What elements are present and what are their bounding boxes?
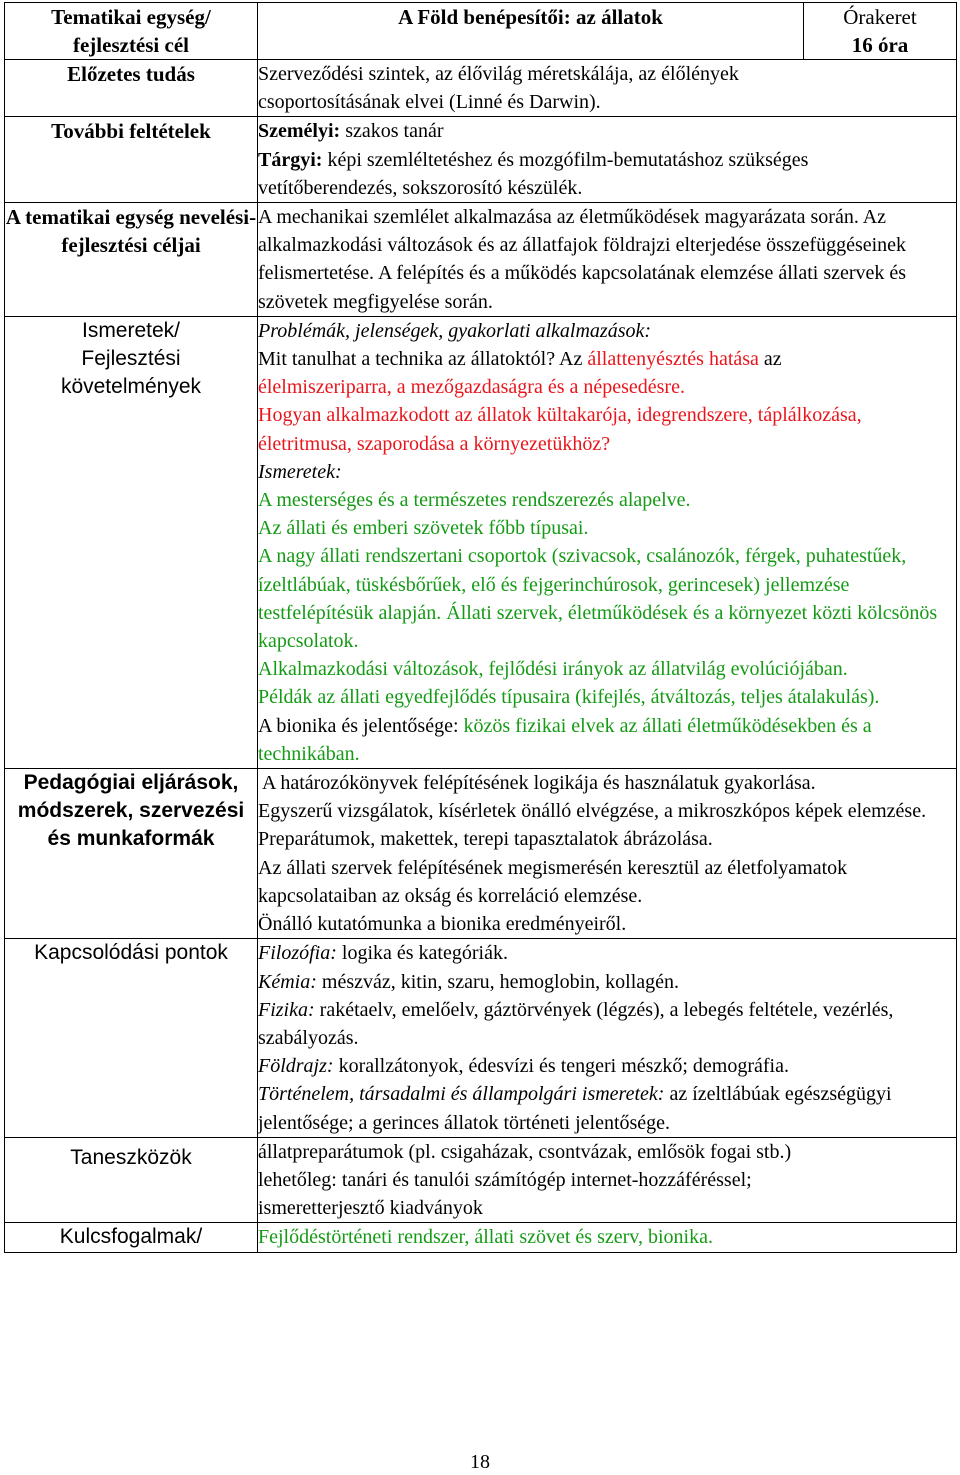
knowledge-item-5: Példák az állati egyedfejlődés típusaira (kifejlés, átváltozás, teljes átalakulás).	[258, 686, 880, 709]
connection-2-text: mészváz, kitin, szaru, hemoglobin, kollagén.	[316, 970, 680, 993]
conditions-row	[5, 117, 957, 203]
knowledge-content	[258, 316, 957, 768]
personal-line	[258, 117, 956, 145]
tool-2: lehetőleg: tanári és tanulói számítógép internet-hozzáféréssel;	[258, 1168, 752, 1191]
curriculum-table	[4, 2, 957, 1253]
knowledge-label-line-2: Fejlesztési	[81, 346, 181, 370]
page-number: 18	[470, 1451, 490, 1473]
knowledge-item-6-highlight: közös fizikai elvek az állati életműködésekben és a technikában.	[258, 714, 872, 765]
keywords-text: Fejlődéstörténeti rendszer, állati szövet és szerv, bionika.	[258, 1226, 713, 1249]
question-1	[258, 345, 956, 373]
material-label: Tárgyi:	[258, 148, 323, 171]
goals-content	[258, 203, 957, 317]
header-row	[5, 3, 957, 60]
question-1-continuation: élelmiszeriparra, a mezőgazdaságra és a népesedésre.	[258, 376, 685, 399]
method-2: Egyszerű vizsgálatok, kísérletek önálló elvégzése, a mikroszkópos képek elemzése.	[258, 800, 927, 823]
connection-5	[258, 1080, 956, 1136]
connection-2	[258, 968, 956, 996]
keywords-row	[5, 1223, 957, 1252]
knowledge-item-6-start: A bionika és jelentősége:	[258, 714, 464, 737]
knowledge-label	[5, 316, 258, 768]
connection-2-subject: Kémia:	[258, 970, 317, 993]
unit-title: A Föld benépesítői: az állatok	[258, 3, 804, 60]
knowledge-item-3: A nagy állati rendszertani csoportok (szivacsok, csalánozók, férgek, puhatestűek, ízeltlábúak, tüskésbőrűek, elő és fejgerinchúrosok, gerincesek) jellemzése testfelépítésük alapján. Állati szervek, életműködések és a környezet közti kölcsönös kapcsolatok.	[258, 545, 938, 653]
keywords-content	[258, 1223, 957, 1252]
prior-knowledge-content	[258, 60, 957, 117]
tools-label: Taneszközök	[5, 1137, 258, 1223]
question-1-tail: az	[758, 348, 782, 371]
tools-row	[5, 1137, 957, 1223]
header-label-line-2: fejlesztési cél	[72, 33, 189, 57]
question-2: Hogyan alkalmazkodott az állatok kültakarója, idegrendszere, táplálkozása, életritmusa, szaporodása a környezetükhöz?	[258, 404, 862, 455]
connection-3	[258, 996, 956, 1052]
knowledge-heading: Ismeretek:	[258, 460, 342, 483]
knowledge-item-6	[258, 712, 956, 768]
prior-knowledge-label: Előzetes tudás	[5, 60, 258, 117]
goals-label: A tematikai egység nevelési-fejlesztési céljai	[5, 203, 258, 317]
keywords-label: Kulcsfogalmak/	[5, 1223, 258, 1252]
connections-row	[5, 939, 957, 1137]
problems-heading: Problémák, jelenségek, gyakorlati alkalmazások:	[258, 319, 652, 342]
tool-3: ismeretterjesztő kiadványok	[258, 1197, 483, 1220]
hours-label: Órakeret	[843, 5, 917, 29]
connections-content	[258, 939, 957, 1137]
conditions-label: További feltételek	[5, 117, 258, 203]
knowledge-row	[5, 316, 957, 768]
method-5: Önálló kutatómunka a bionika eredményeiről.	[258, 913, 627, 936]
connection-4-text: korallzátonyok, édesvízi és tengeri mészkő; demográfia.	[333, 1055, 789, 1078]
knowledge-label-line-3: követelmények	[60, 374, 202, 398]
goals-text: A mechanikai szemlélet alkalmazása az életműködések magyarázata során. Az alkalmazkodási változások és az állatfajok földrajzi elterjedése összefüggéseinek felismertetése. A felépítés és a működés kapcsolatának elemzése állati szervek és szövetek megfigyelése során.	[258, 206, 907, 313]
hours-value: 16 óra	[851, 33, 909, 57]
prior-knowledge-text: Szerveződési szintek, az élővilág méretskálája, az élőlények csoportosításának elvei (Linné és Darwin).	[258, 63, 739, 114]
connection-3-subject: Fizika:	[258, 998, 315, 1021]
connection-4	[258, 1052, 956, 1080]
connection-4-subject: Földrajz:	[258, 1055, 334, 1078]
header-left-label	[5, 3, 258, 60]
connection-1-text: logika és kategóriák.	[336, 942, 508, 965]
knowledge-item-2: Az állati és emberi szövetek főbb típusai.	[258, 517, 589, 540]
method-1: A határozókönyvek felépítésének logikája és használatuk gyakorlása.	[262, 772, 816, 795]
methods-content	[258, 769, 957, 939]
conditions-content	[258, 117, 957, 203]
tools-content	[258, 1137, 957, 1223]
connection-1-subject: Filozófia:	[258, 942, 337, 965]
personal-label: Személyi:	[258, 120, 341, 143]
methods-row	[5, 769, 957, 939]
goals-row	[5, 203, 957, 317]
method-4: Az állati szervek felépítésének megismerésén keresztül az életfolyamatok kapcsolataiban az okság és korreláció elemzése.	[258, 856, 848, 907]
tool-1: állatpreparátumok (pl. csigaházak, csontvázak, emlősök fogai stb.)	[258, 1140, 792, 1163]
question-1-start: Mit tanulhat a technika az állatoktól? Az	[258, 348, 588, 371]
hours-cell	[804, 3, 957, 60]
knowledge-item-4: Alkalmazkodási változások, fejlődési irányok az állatvilág evolúciójában.	[258, 658, 848, 681]
prior-knowledge-row	[5, 60, 957, 117]
connection-5-text: az ízeltlábúak egészségügyi jelentősége; a gerinces állatok történeti jelentősége.	[258, 1083, 892, 1134]
personal-text: szakos tanár	[340, 120, 444, 143]
knowledge-item-1: A mesterséges és a természetes rendszerezés alapelve.	[258, 489, 691, 512]
connections-label: Kapcsolódási pontok	[5, 939, 258, 1137]
header-label-line-1: Tematikai egység/	[51, 5, 211, 29]
knowledge-label-line-1: Ismeretek/	[81, 318, 181, 342]
method-3: Preparátumok, makettek, terepi tapasztalatok ábrázolása.	[258, 828, 713, 851]
connection-1	[258, 939, 956, 967]
material-line	[258, 146, 848, 202]
material-text: képi szemléltetéshez és mozgófilm-bemutatáshoz szükséges vetítőberendezés, sokszorosító készülék.	[258, 148, 809, 199]
connection-5-subject: Történelem, társadalmi és állampolgári ismeretek:	[258, 1083, 665, 1106]
methods-label: Pedagógiai eljárások, módszerek, szervezési és munkaformák	[5, 769, 258, 939]
connection-3-text: rakétaelv, emelőelv, gáztörvények (légzés), a lebegés feltétele, vezérlés, szabályozás.	[258, 998, 894, 1049]
question-1-highlight: állattenyésztés hatása	[587, 348, 759, 371]
